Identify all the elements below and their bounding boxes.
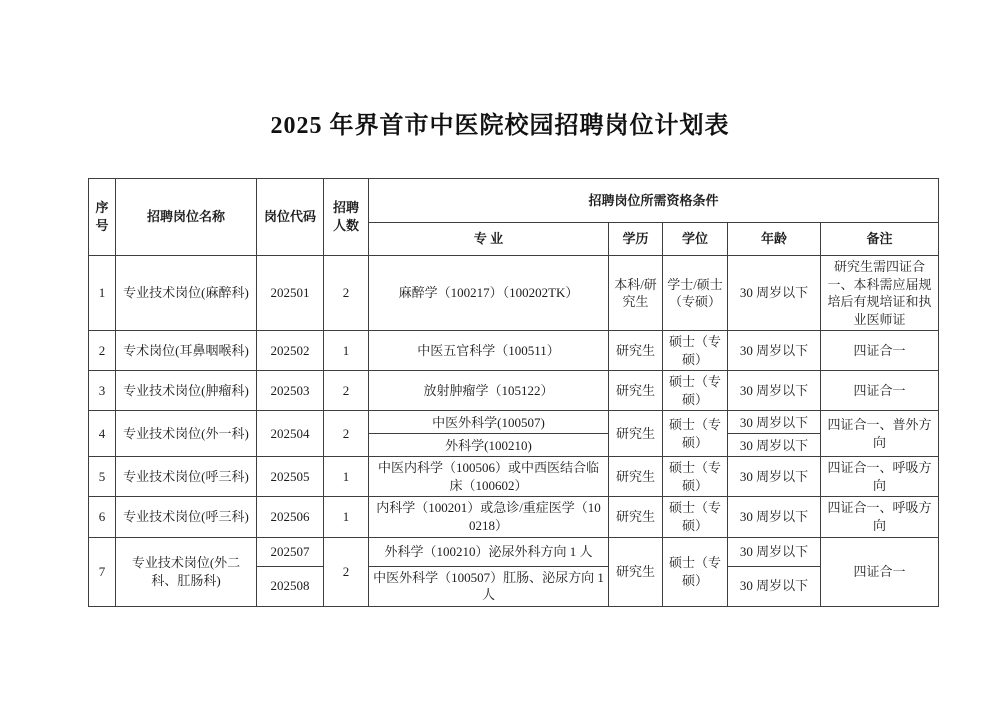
table-row [89, 371, 939, 411]
cell-position-code: 202501 [257, 256, 324, 331]
cell-remark: 四证合一、呼吸方向 [821, 497, 939, 537]
table-row [89, 411, 939, 434]
cell-headcount: 1 [324, 497, 369, 537]
header-position-name: 招聘岗位名称 [116, 179, 257, 256]
cell-major: 中医外科学(100507) [369, 411, 609, 434]
cell-seq: 7 [89, 537, 116, 606]
header-headcount: 招聘人数 [324, 179, 369, 256]
cell-remark: 四证合一 [821, 537, 939, 606]
cell-major: 麻醉学（100217）（100202TK） [369, 256, 609, 331]
cell-age: 30 周岁以下 [728, 434, 821, 457]
page-title: 2025 年界首市中医院校园招聘岗位计划表 [270, 113, 730, 139]
cell-age: 30 周岁以下 [728, 497, 821, 537]
table-row [89, 497, 939, 537]
cell-position-name: 专业技术岗位(呼三科) [116, 457, 257, 497]
cell-degree: 学士/硕士（专硕） [663, 256, 728, 331]
cell-position-code: 202505 [257, 457, 324, 497]
cell-major: 外科学（100210）泌尿外科方向 1 人 [369, 537, 609, 566]
header-degree: 学位 [663, 223, 728, 256]
cell-headcount: 2 [324, 537, 369, 606]
cell-seq: 3 [89, 371, 116, 411]
header-remark: 备注 [821, 223, 939, 256]
cell-headcount: 2 [324, 411, 369, 457]
cell-degree: 硕士（专硕） [663, 371, 728, 411]
cell-education: 研究生 [609, 331, 663, 371]
cell-age: 30 周岁以下 [728, 371, 821, 411]
cell-remark: 四证合一 [821, 371, 939, 411]
cell-seq: 5 [89, 457, 116, 497]
cell-education: 本科/研究生 [609, 256, 663, 331]
cell-age: 30 周岁以下 [728, 411, 821, 434]
cell-position-code: 202508 [257, 566, 324, 606]
cell-degree: 硕士（专硕） [663, 331, 728, 371]
cell-headcount: 2 [324, 371, 369, 411]
cell-education: 研究生 [609, 537, 663, 606]
header-seq: 序号 [89, 179, 116, 256]
table-row [89, 331, 939, 371]
cell-education: 研究生 [609, 497, 663, 537]
table-row [89, 457, 939, 497]
cell-position-code: 202504 [257, 411, 324, 457]
cell-position-code: 202502 [257, 331, 324, 371]
cell-major: 外科学(100210) [369, 434, 609, 457]
recruitment-plan-table [88, 178, 939, 607]
cell-position-name: 专业技术岗位(呼三科) [116, 497, 257, 537]
cell-seq: 1 [89, 256, 116, 331]
cell-age: 30 周岁以下 [728, 256, 821, 331]
header-major: 专 业 [369, 223, 609, 256]
cell-remark: 四证合一、普外方向 [821, 411, 939, 457]
cell-major: 中医外科学（100507）肛肠、泌尿方向 1 人 [369, 566, 609, 606]
table-header-row-1 [89, 179, 939, 223]
table-row [89, 537, 939, 566]
cell-age: 30 周岁以下 [728, 331, 821, 371]
header-education: 学历 [609, 223, 663, 256]
cell-remark: 四证合一 [821, 331, 939, 371]
cell-degree: 硕士（专硕） [663, 537, 728, 606]
header-position-code: 岗位代码 [257, 179, 324, 256]
cell-position-name: 专业技术岗位(外一科) [116, 411, 257, 457]
cell-position-code: 202506 [257, 497, 324, 537]
cell-position-name: 专业技术岗位(麻醉科) [116, 256, 257, 331]
cell-degree: 硕士（专硕） [663, 457, 728, 497]
cell-major: 放射肿瘤学（105122） [369, 371, 609, 411]
cell-degree: 硕士（专硕） [663, 497, 728, 537]
cell-age: 30 周岁以下 [728, 457, 821, 497]
cell-education: 研究生 [609, 457, 663, 497]
cell-major: 中医五官科学（100511） [369, 331, 609, 371]
cell-seq: 4 [89, 411, 116, 457]
cell-position-code: 202507 [257, 537, 324, 566]
cell-major: 中医内科学（100506）或中西医结合临床（100602） [369, 457, 609, 497]
cell-seq: 2 [89, 331, 116, 371]
cell-position-name: 专术岗位(耳鼻咽喉科) [116, 331, 257, 371]
cell-major: 内科学（100201）或急诊/重症医学（100218） [369, 497, 609, 537]
cell-education: 研究生 [609, 371, 663, 411]
cell-age: 30 周岁以下 [728, 566, 821, 606]
cell-degree: 硕士（专硕） [663, 411, 728, 457]
cell-position-name: 专业技术岗位(肿瘤科) [116, 371, 257, 411]
cell-headcount: 1 [324, 331, 369, 371]
cell-seq: 6 [89, 497, 116, 537]
cell-remark: 四证合一、呼吸方向 [821, 457, 939, 497]
cell-remark: 研究生需四证合一、本科需应届规培后有规培证和执业医师证 [821, 256, 939, 331]
header-qualification-group: 招聘岗位所需资格条件 [369, 179, 939, 223]
cell-age: 30 周岁以下 [728, 537, 821, 566]
cell-position-code: 202503 [257, 371, 324, 411]
cell-position-name: 专业技术岗位(外二科、肛肠科) [116, 537, 257, 606]
cell-education: 研究生 [609, 411, 663, 457]
header-age: 年龄 [728, 223, 821, 256]
table-row [89, 256, 939, 331]
cell-headcount: 2 [324, 256, 369, 331]
cell-headcount: 1 [324, 457, 369, 497]
